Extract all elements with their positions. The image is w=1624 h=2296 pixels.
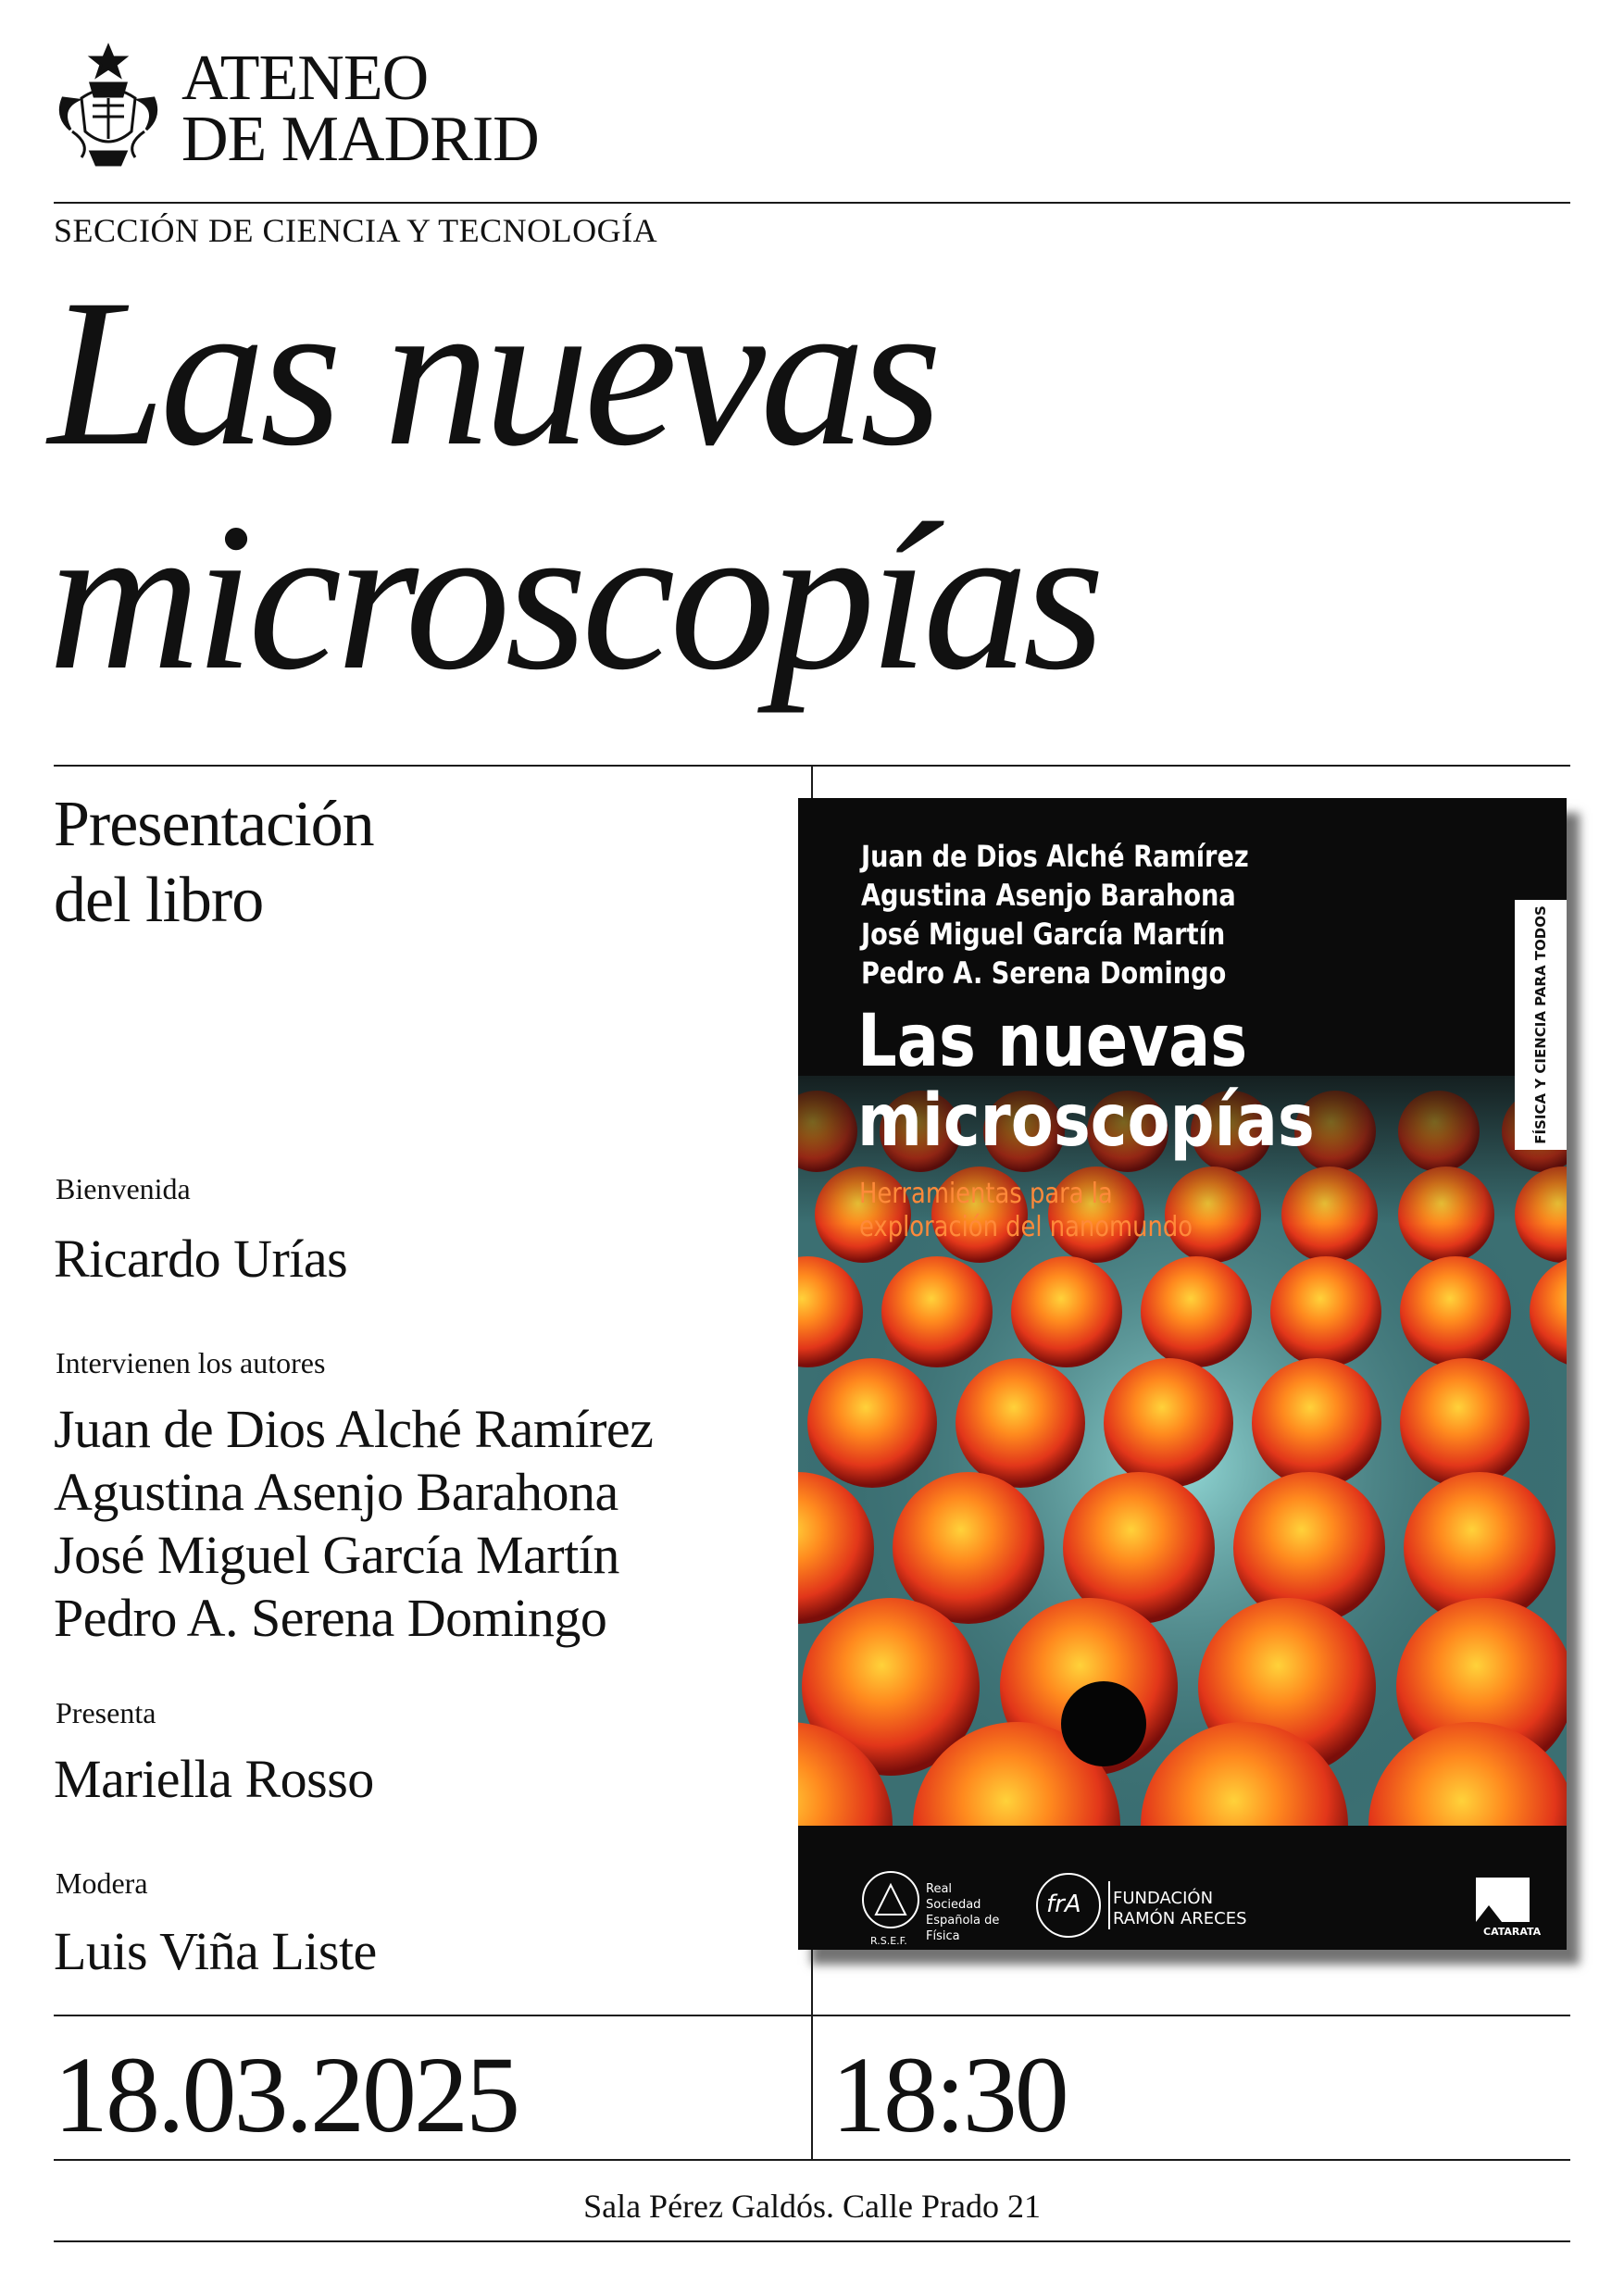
cover-subtitle-line2: exploración del nanomundo bbox=[859, 1211, 1193, 1243]
subtitle-line2: del libro bbox=[54, 865, 264, 936]
author-name: José Miguel García Martín bbox=[54, 1525, 619, 1585]
event-subtitle bbox=[54, 787, 374, 939]
presenter-role: Presenta bbox=[56, 1696, 156, 1729]
welcome-role: Bienvenida bbox=[56, 1172, 191, 1205]
cover-sphere bbox=[807, 1358, 937, 1488]
author-name: Agustina Asenjo Barahona bbox=[54, 1462, 618, 1522]
cover-sphere bbox=[1011, 1256, 1122, 1367]
event-date: 18.03.2025 bbox=[54, 2034, 518, 2155]
moderator-role: Modera bbox=[56, 1866, 148, 1900]
cover-title-line1: Las nuevas bbox=[857, 1000, 1248, 1083]
rsef-line: Española de bbox=[926, 1914, 1000, 1928]
date-rule-bottom bbox=[54, 2159, 1570, 2161]
fra-logo-text bbox=[1113, 1889, 1247, 1929]
cover-sphere bbox=[1141, 1256, 1252, 1367]
cover-author: Juan de Dios Alché Ramírez bbox=[861, 839, 1249, 874]
org-name-line1: ATENEO bbox=[181, 43, 429, 114]
cover-sphere bbox=[1104, 1358, 1233, 1488]
cover-sphere bbox=[893, 1472, 1044, 1624]
column-divider-bottom bbox=[811, 1950, 813, 2159]
cover-author: Pedro A. Serena Domingo bbox=[861, 955, 1227, 991]
rsef-abbrev: R.S.E.F. bbox=[870, 1935, 907, 1947]
fra-line: FUNDACIÓN bbox=[1113, 1889, 1214, 1908]
book-cover-image bbox=[798, 798, 1567, 1950]
header-rule bbox=[54, 202, 1570, 204]
event-venue: Sala Pérez Galdós. Calle Prado 21 bbox=[583, 2188, 1041, 2225]
cover-sphere bbox=[1400, 1358, 1530, 1488]
cover-sphere bbox=[1252, 1358, 1381, 1488]
cover-author: José Miguel García Martín bbox=[861, 917, 1226, 952]
section-label: SECCIÓN DE CIENCIA Y TECNOLOGÍA bbox=[54, 212, 658, 249]
fra-mark: frA bbox=[1046, 1890, 1081, 1918]
collection-label bbox=[1515, 900, 1567, 1150]
rsef-line: Sociedad bbox=[926, 1898, 981, 1912]
cover-sphere bbox=[956, 1358, 1085, 1488]
subtitle-line1: Presentación bbox=[54, 789, 374, 860]
org-name-line2: DE MADRID bbox=[181, 104, 539, 175]
footer-rule bbox=[54, 2240, 1570, 2242]
author-name: Pedro A. Serena Domingo bbox=[54, 1588, 607, 1648]
cover-title bbox=[857, 1002, 1315, 1161]
cover-subtitle bbox=[859, 1178, 1193, 1244]
event-time: 18:30 bbox=[831, 2034, 1067, 2155]
ateneo-crest-icon bbox=[54, 43, 163, 172]
rsef-line: Real bbox=[926, 1882, 953, 1896]
page-title-line2: microscopías bbox=[48, 480, 1100, 714]
authors-list bbox=[54, 1398, 653, 1650]
page-title-line1: Las nuevas bbox=[48, 256, 937, 490]
cover-sphere bbox=[1400, 1256, 1511, 1367]
moderator-name: Luis Viña Liste bbox=[54, 1921, 377, 1981]
authors-role: Intervienen los autores bbox=[56, 1346, 326, 1379]
cover-sphere bbox=[881, 1256, 993, 1367]
presenter-name: Mariella Rosso bbox=[54, 1749, 374, 1809]
cover-subtitle-line1: Herramientas para la bbox=[859, 1178, 1113, 1210]
author-name: Juan de Dios Alché Ramírez bbox=[54, 1399, 654, 1459]
rsef-logo-text bbox=[926, 1881, 999, 1944]
cover-title-line2: microscopías bbox=[857, 1079, 1315, 1163]
cover-sphere bbox=[1270, 1256, 1381, 1367]
cover-author: Agustina Asenjo Barahona bbox=[861, 878, 1236, 913]
fra-line: RAMÓN ARECES bbox=[1113, 1909, 1247, 1928]
column-divider-top bbox=[811, 765, 813, 798]
rsef-line: Física bbox=[926, 1929, 960, 1943]
collection-label-text: FÍSICA Y CIENCIA PARA TODOS bbox=[1532, 905, 1549, 1144]
cover-authors bbox=[861, 837, 1249, 992]
publisher-label: CATARATA bbox=[1483, 1926, 1542, 1938]
welcome-name: Ricardo Urías bbox=[54, 1229, 348, 1289]
